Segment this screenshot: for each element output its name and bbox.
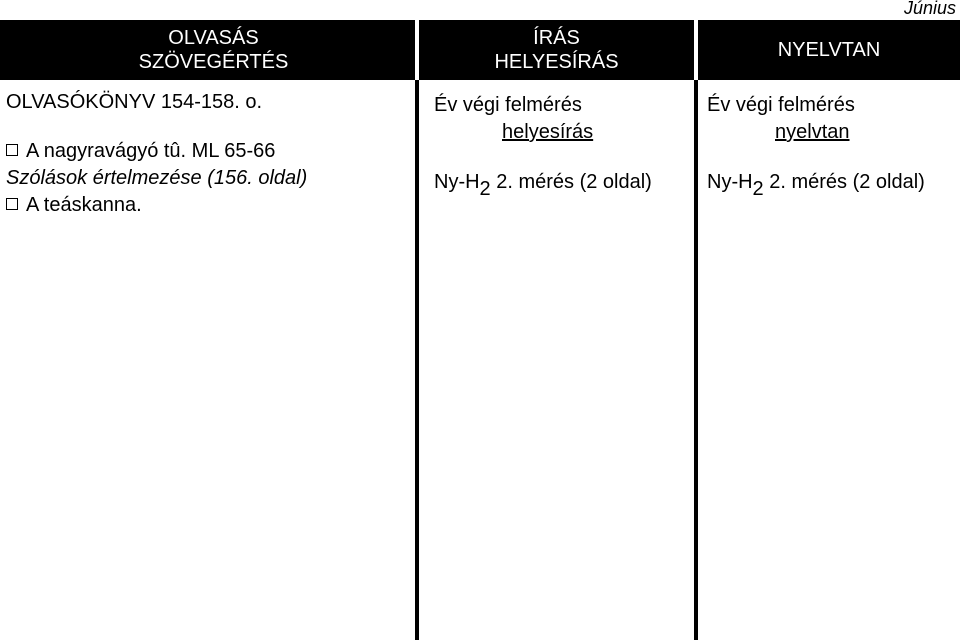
column-divider: [415, 80, 419, 640]
task-item-label: A teáskanna.: [26, 194, 142, 216]
header-nyelvtan-line1: NYELVTAN: [777, 39, 881, 61]
assessment-title: Év végi felmérés: [707, 94, 855, 116]
header-olvasas: [0, 20, 415, 80]
assessment-subject: helyesírás: [502, 121, 594, 143]
assessment-reference: Ny-H2 2. mérés (2 oldal): [434, 171, 652, 200]
header-iras: [419, 20, 694, 80]
task-note: Szólások értelmezése (156. oldal): [6, 167, 308, 189]
header-olvasas-line1: OLVASÁS: [168, 27, 259, 49]
header-olvasas-line2: SZÖVEGÉRTÉS: [138, 51, 289, 73]
task-item-label: A nagyravágyó tû. ML 65-66: [26, 140, 276, 162]
checkbox-icon[interactable]: [6, 198, 18, 210]
header-iras-line2: HELYESÍRÁS: [494, 51, 619, 73]
assessment-reference: Ny-H2 2. mérés (2 oldal): [707, 171, 925, 200]
assessment-subject: nyelvtan: [775, 121, 850, 143]
header-nyelvtan: [698, 20, 960, 80]
reader-reference: OLVASÓKÖNYV 154-158. o.: [6, 91, 263, 113]
assessment-title: Év végi felmérés: [434, 94, 582, 116]
task-item: [6, 140, 275, 163]
checkbox-icon[interactable]: [6, 144, 18, 156]
month-label: Június: [903, 0, 956, 18]
header-iras-line1: ÍRÁS: [533, 27, 580, 49]
column-divider: [694, 80, 698, 640]
task-item: [6, 194, 142, 217]
